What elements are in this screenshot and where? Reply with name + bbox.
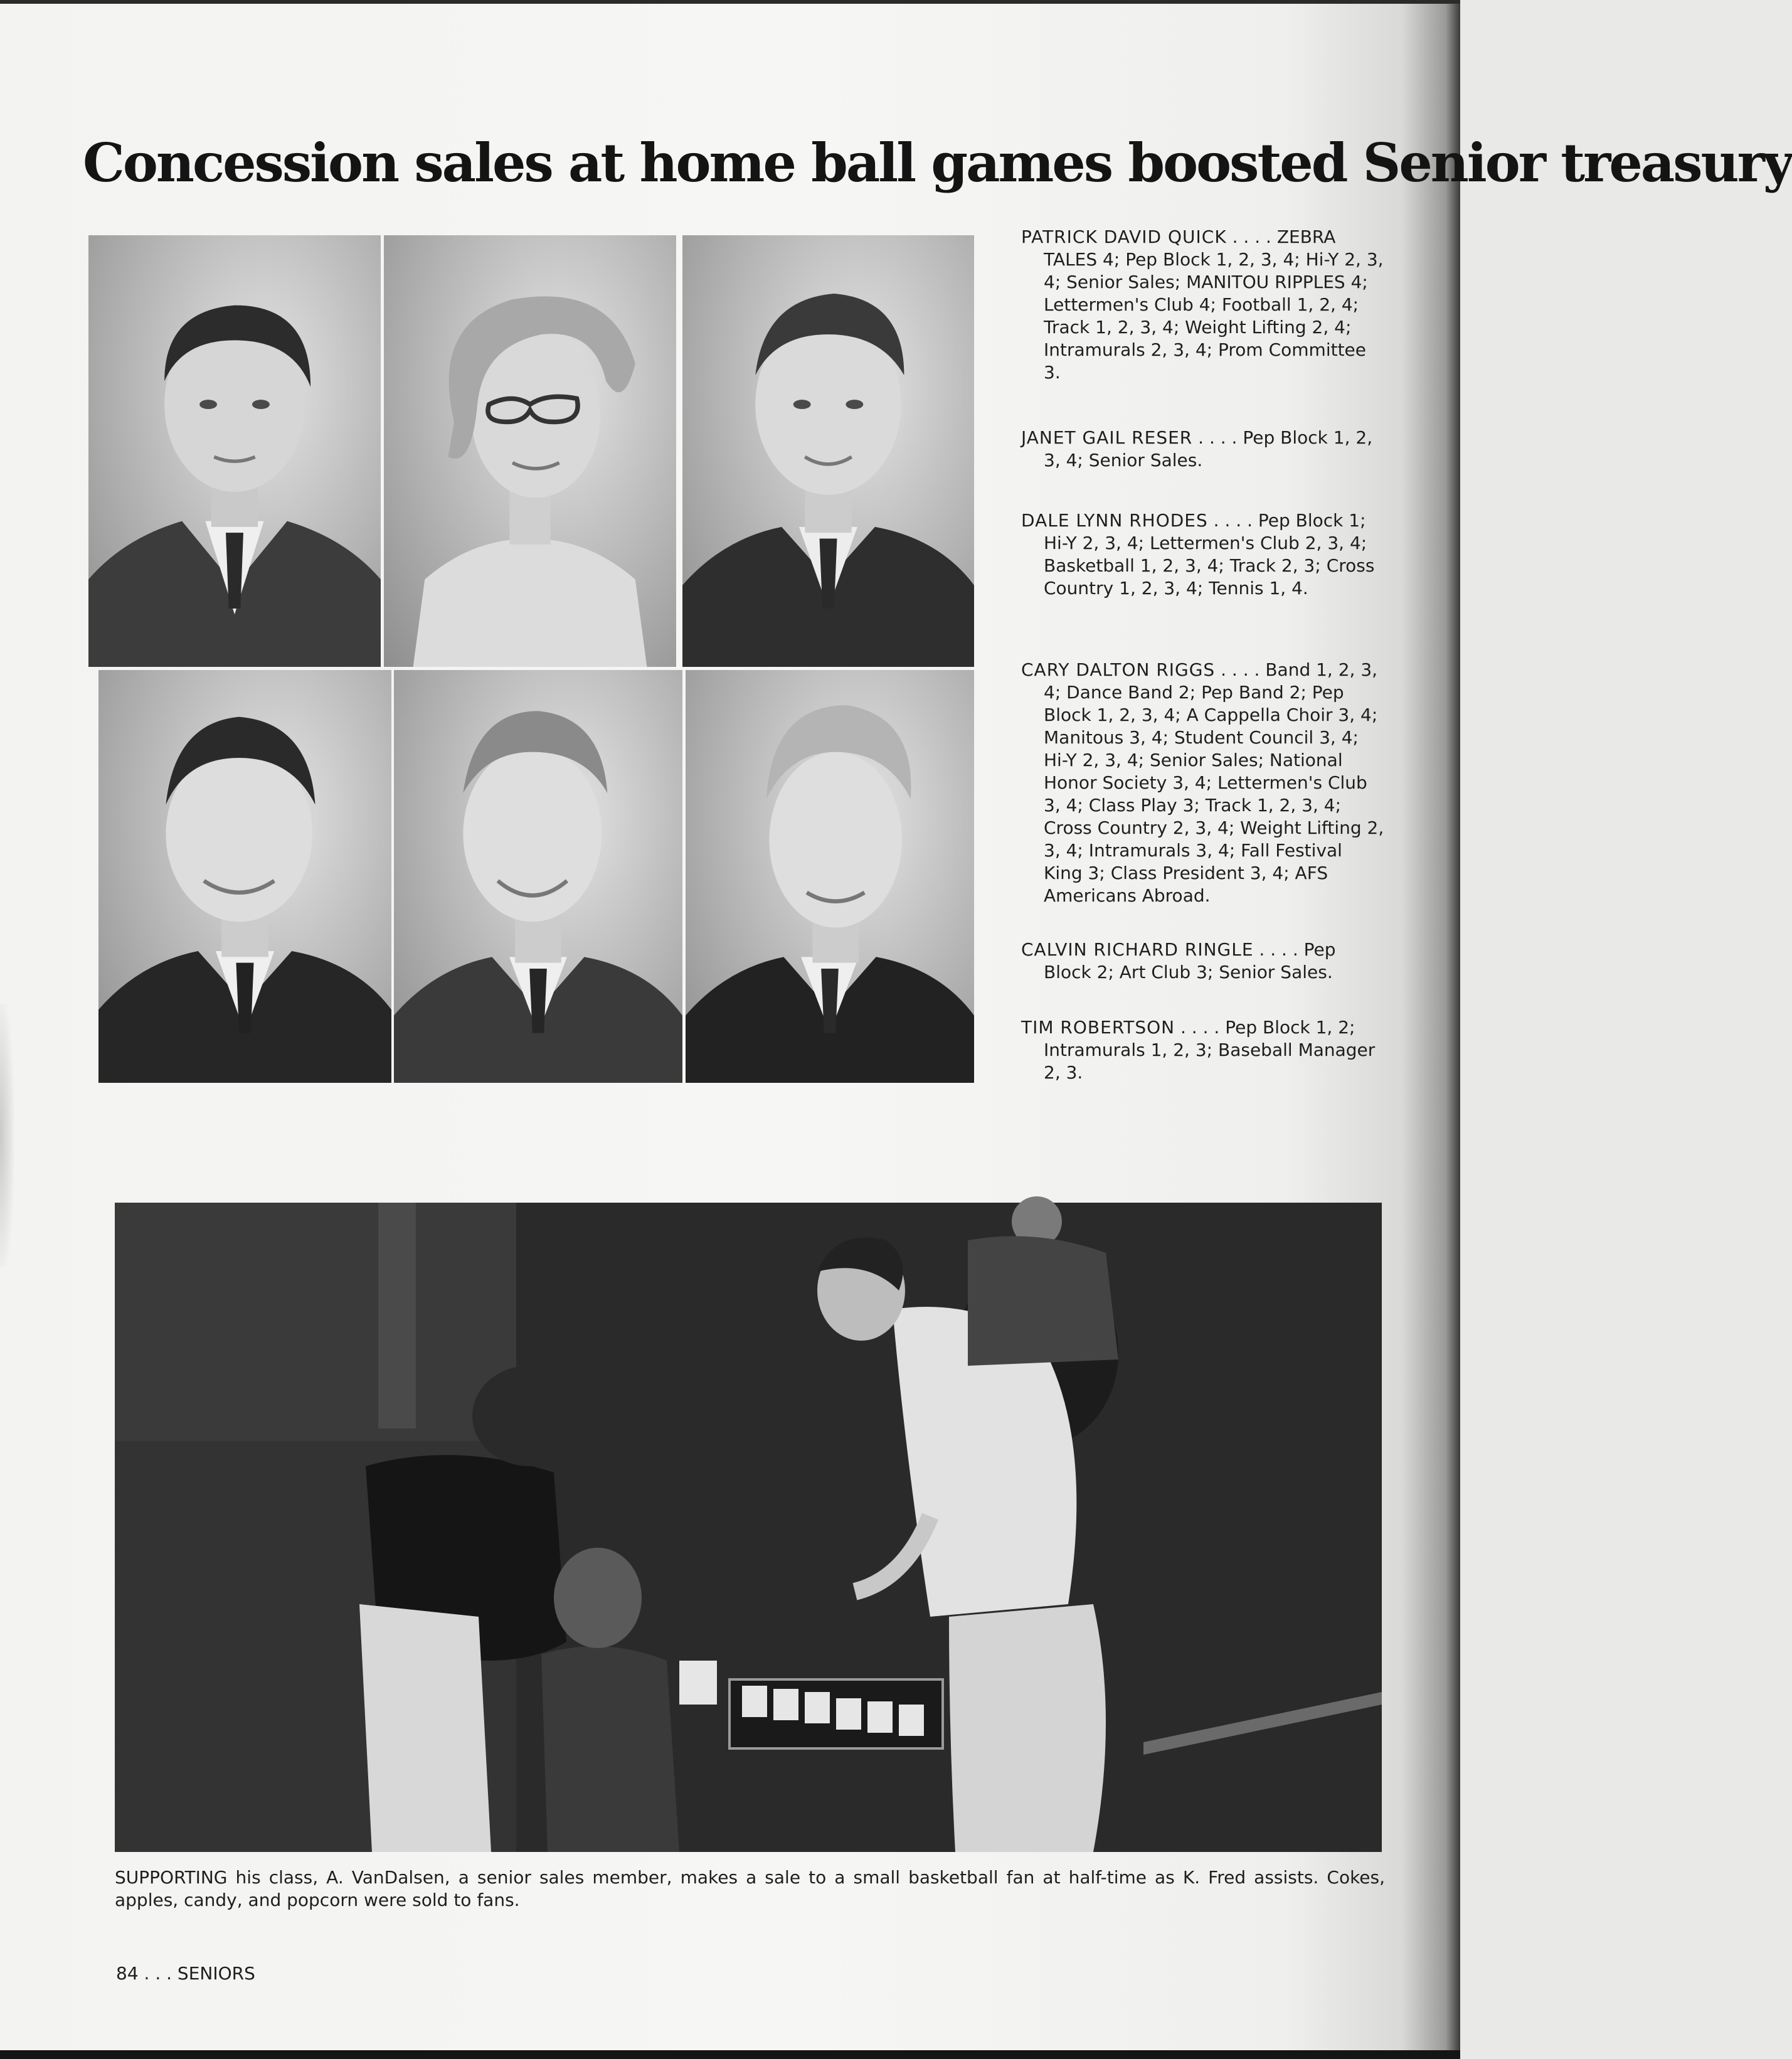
- bio-name: JANET GAIL RESER: [1021, 427, 1193, 448]
- bio-separator: . . . .: [1192, 427, 1243, 448]
- bottom-edge: [0, 2050, 1460, 2059]
- bio-details: ZEBRA TALES 4; Pep Block 1, 2, 3, 4; Hi-Y 2, 3, 4; Senior Sales; MANITOU RIPPLES 4; Lettermen's Club 4; Football 1, 2, 4; Track 1, 2, 3, 4; Weight Lifting 2, 4; Intramurals 2, 3, 4; Prom Committee 3.: [1044, 226, 1384, 383]
- male-portrait-icon: [682, 235, 974, 667]
- bio-separator: . . . .: [1175, 1017, 1226, 1038]
- bio-entry: [1021, 939, 1385, 984]
- bio-separator: . . . .: [1226, 226, 1277, 247]
- portrait-reser: [384, 235, 676, 667]
- bio-separator: . . . .: [1253, 939, 1304, 960]
- bio-details: Pep Block 1; Hi-Y 2, 3, 4; Lettermen's Club 2, 3, 4; Basketball 1, 2, 3, 4; Track 2, 3; Cross Country 1, 2, 3, 4; Tennis 1, 4.: [1044, 510, 1375, 599]
- bio-name: CARY DALTON RIGGS: [1021, 659, 1216, 680]
- top-edge: [0, 0, 1460, 4]
- male-portrait-icon: [98, 670, 391, 1083]
- binding-shadow: [0, 1004, 14, 1267]
- bio-details: Pep Block 2; Art Club 3; Senior Sales.: [1044, 939, 1336, 982]
- female-portrait-icon: [384, 235, 676, 667]
- page-folio: 84 . . . SENIORS: [116, 1963, 255, 1984]
- portrait-ringle: [394, 670, 682, 1083]
- bio-entry: [1021, 509, 1385, 600]
- bio-name: PATRICK DAVID QUICK: [1021, 226, 1227, 247]
- concession-scene-icon: [115, 1203, 1382, 1852]
- bio-name: TIM ROBERTSON: [1021, 1017, 1175, 1038]
- bio-details: Pep Block 1, 2; Intramurals 1, 2, 3; Baseball Manager 2, 3.: [1044, 1017, 1376, 1083]
- male-portrait-icon: [686, 670, 974, 1083]
- bio-name: CALVIN RICHARD RINGLE: [1021, 939, 1254, 960]
- photo-caption: SUPPORTING his class, A. VanDalsen, a senior sales member, makes a sale to a small basketball fan at half-time as K. Fred assists. Cokes, apples, candy, and popcorn were sold to fans.: [115, 1867, 1385, 1910]
- bio-separator: . . . .: [1215, 659, 1266, 680]
- portrait-riggs: [98, 670, 391, 1083]
- bio-entry: [1021, 226, 1385, 384]
- portrait-rhodes: [682, 235, 974, 667]
- bio-separator: . . . .: [1207, 510, 1258, 531]
- bio-name: DALE LYNN RHODES: [1021, 510, 1208, 531]
- bio-entry: [1021, 659, 1385, 907]
- bio-details: Pep Block 1, 2, 3, 4; Senior Sales.: [1044, 427, 1373, 471]
- male-portrait-icon: [394, 670, 682, 1083]
- male-portrait-icon: [88, 235, 381, 667]
- portrait-robertson: [686, 670, 974, 1083]
- portrait-quick: [88, 235, 381, 667]
- bio-entry: [1021, 427, 1385, 472]
- bio-details: Band 1, 2, 3, 4; Dance Band 2; Pep Band 2; Pep Block 1, 2, 3, 4; A Cappella Choir 3, 4; Manitous 3, 4; Student Council 3, 4; Hi-Y 2, 3, 4; Senior Sales; National Honor Society 3, 4; Lettermen's Club 3, 4; Class Play 3; Track 1, 2, 3, 4; Cross Country 2, 3, 4; Weight Lifting 2, 3, 4; Intramurals 3, 4; Fall Festival King 3; Class President 3, 4; AFS Americans Abroad.: [1044, 659, 1384, 906]
- concession-photo: [115, 1203, 1382, 1852]
- page-headline: Concession sales at home ball games boosted Senior treasury: [83, 132, 1792, 194]
- bio-entry: [1021, 1016, 1385, 1084]
